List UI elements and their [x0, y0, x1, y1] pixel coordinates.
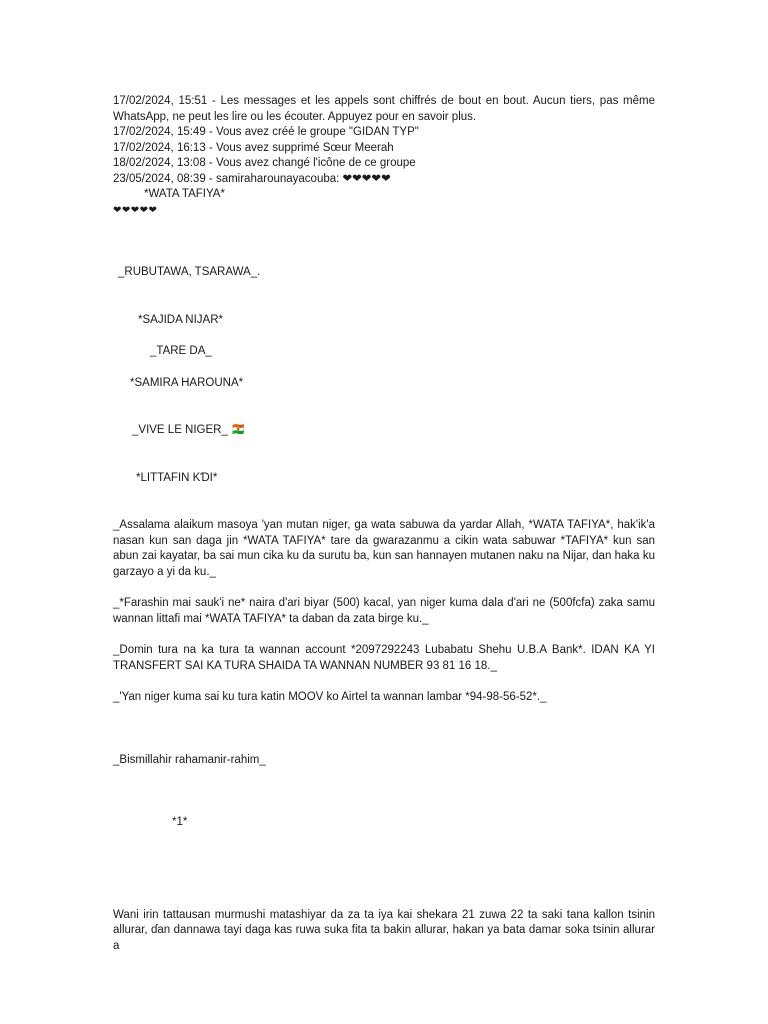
hearts-line: ❤❤❤❤❤ [113, 204, 158, 216]
rubutawa-line: _RUBUTAWA, TSARAWA_. [118, 266, 261, 278]
samira-line: *SAMIRA HAROUNA* [130, 376, 244, 389]
price-paragraph: _*Farashin mai sauk'i ne* naira d'ari biyar (500) kacal, yan niger kuma dala d'ari ne (500fcfa) zaka samu wannan littafi mai *WATA TAFIYA* ta daban da zata birge ku._ [113, 597, 655, 625]
log-line-encryption: 17/02/2024, 15:51 - Les messages et les appels sont chiffrés de bout en bout. Aucun tiers, pas même WhatsApp, ne peut les lire ou les écouter. Appuyez pour en savoir plus. [113, 95, 655, 123]
littafin-line: *LITTAFIN KƊI* [136, 471, 218, 484]
chapter-number: *1* [172, 816, 188, 828]
message-title: *WATA TAFIYA* [144, 188, 225, 200]
story-paragraph: Wani irin tattausan murmushi matashiyar da za ta iya kai shekara 21 zuwa 22 ta saki tana kallon tsinin allurar, ɗan dannawa tayi daga kas ruwa suka fita ta bakin allurar, hakan ya bata damar soka tsinin allurar a [113, 908, 655, 952]
tare-da-line: _TARE DA_ [150, 345, 212, 357]
niger-payment-paragraph: _'Yan niger kuma sai ku tura katin MOOV ko Airtel ta wannan lambar *94-98-56-52*._ [113, 691, 547, 703]
sajida-line: *SAJIDA NIJAR* [138, 313, 223, 326]
account-paragraph: _Domin tura na ka tura ta wannan account *2097292243 Lubabatu Shehu U.B.A Bank*. IDAN KA YI TRANSFERT SAI KA TURA SHAIDA TA WANNAN NUMBER 93 81 16 18._ [113, 644, 655, 672]
log-line-member-removed: 17/02/2024, 16:13 - Vous avez supprimé Sœur Meerah [113, 141, 394, 154]
document-page [113, 94, 655, 954]
intro-paragraph: _Assalama alaikum masoya 'yan mutan niger, ga wata sabuwa da yardar Allah, *WATA TAFIYA*, hak'ik'a nasan kun san daga jin *WATA TAFIYA* tare da gwarazanmu a cikin wata sabuwar *TAFIYA* kun san abun zai kayatar, ba sai mun cika ku da surutu ba, kun san hannayen mutanen naku na Nijar, dan haka ku garzayo a yi da ku._ [113, 519, 655, 578]
log-line-message-header: 23/05/2024, 08:39 - samiraharounayacouba: ❤❤❤❤❤ [113, 172, 391, 185]
log-line-group-created: 17/02/2024, 15:49 - Vous avez créé le groupe "GIDAN TYP" [113, 126, 419, 138]
log-line-icon-changed: 18/02/2024, 13:08 - Vous avez changé l'icône de ce groupe [113, 157, 416, 169]
vive-le-niger-line: _VIVE LE NIGER_ 🇳🇪 [132, 424, 246, 436]
bismillah-line: _Bismillahir rahamanir-rahim_ [113, 753, 266, 766]
